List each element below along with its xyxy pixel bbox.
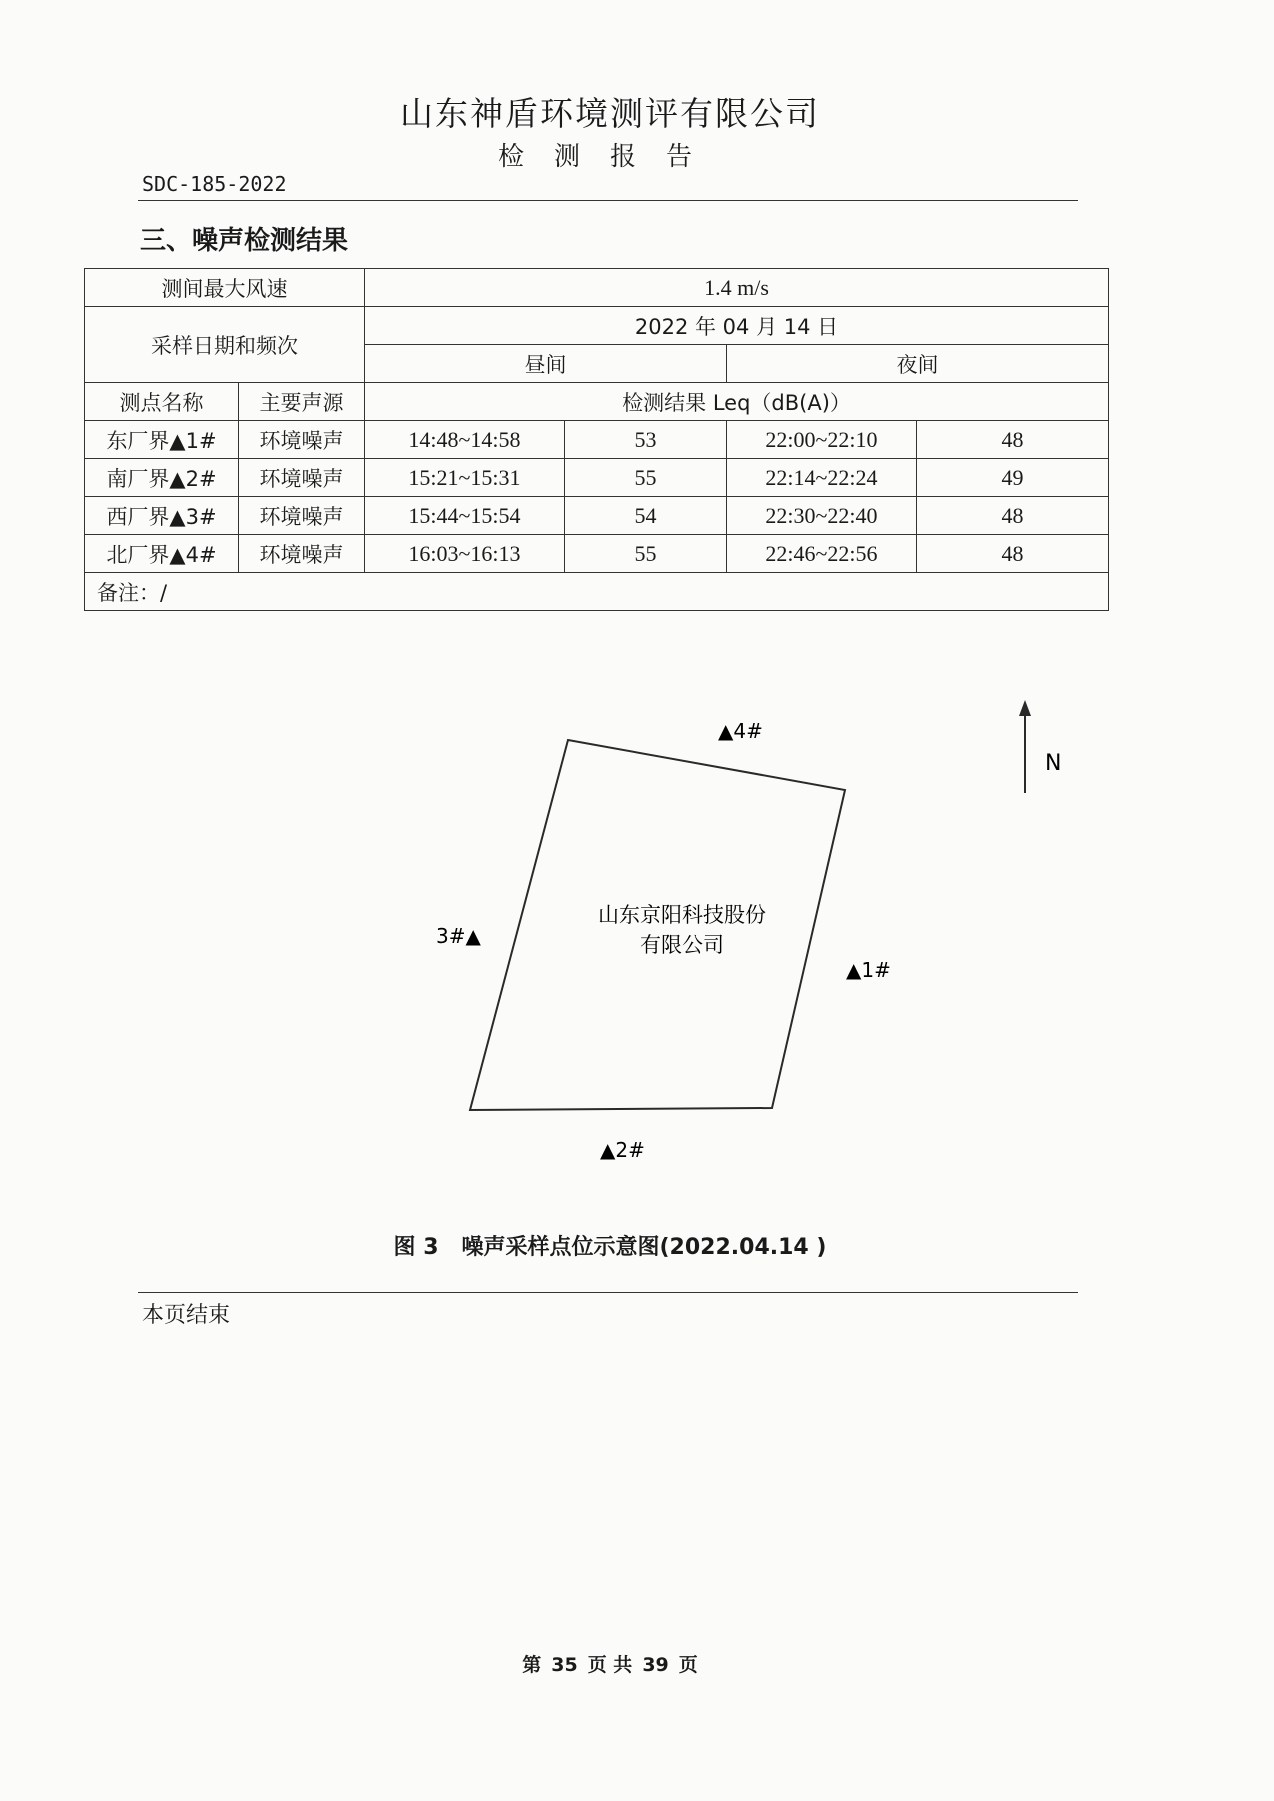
document-number: SDC-185-2022 (142, 172, 287, 196)
wind-label: 测间最大风速 (85, 269, 365, 307)
point-2-marker: ▲2# (600, 1138, 645, 1162)
wind-value: 1.4 m/s (365, 269, 1109, 307)
figure-number: 图 3 (393, 1235, 439, 1260)
night-value: 48 (917, 421, 1109, 459)
point-1-marker: ▲1# (846, 958, 891, 982)
company-name: 山东神盾环境测评有限公司 (400, 94, 820, 133)
col-point-header: 测点名称 (85, 383, 239, 421)
north-label: N (1045, 751, 1062, 776)
col-result-header: 检测结果 Leq（dB(A)） (365, 383, 1109, 421)
page-prefix: 第 (522, 1654, 542, 1676)
footer-rule (138, 1292, 1078, 1293)
day-value: 53 (565, 421, 727, 459)
night-time: 22:46~22:56 (727, 535, 917, 573)
day-time: 14:48~14:58 (365, 421, 565, 459)
page-total: 39 (642, 1654, 669, 1676)
night-value: 49 (917, 459, 1109, 497)
day-value: 54 (565, 497, 727, 535)
day-label: 昼间 (365, 345, 727, 383)
night-time: 22:14~22:24 (727, 459, 917, 497)
point-name: 南厂界▲2# (85, 459, 239, 497)
day-value: 55 (565, 459, 727, 497)
section-title: 三、噪声检测结果 (140, 226, 349, 256)
night-value: 48 (917, 497, 1109, 535)
col-source-header: 主要声源 (239, 383, 365, 421)
noise-source: 环境噪声 (239, 497, 365, 535)
point-name: 北厂界▲4# (85, 535, 239, 573)
page-suffix: 页 (678, 1654, 698, 1676)
figure-caption (0, 1230, 1220, 1261)
date-value: 2022 年 04 月 14 日 (365, 307, 1109, 345)
figure-title: 噪声采样点位示意图(2022.04.14 ) (461, 1235, 827, 1260)
page-end-note: 本页结束 (142, 1303, 231, 1328)
night-time: 22:00~22:10 (727, 421, 917, 459)
point-3-marker: 3#▲ (436, 924, 481, 948)
report-subtitle: 检测报告 (497, 142, 722, 172)
night-time: 22:30~22:40 (727, 497, 917, 535)
noise-source: 环境噪声 (239, 421, 365, 459)
night-label: 夜间 (727, 345, 1109, 383)
point-4-marker: ▲4# (718, 719, 763, 743)
north-arrow-icon (1019, 700, 1031, 716)
page-number (0, 1650, 1220, 1677)
day-time: 15:21~15:31 (365, 459, 565, 497)
noise-source: 环境噪声 (239, 535, 365, 573)
point-name: 西厂界▲3# (85, 497, 239, 535)
remark: 备注：/ (85, 573, 1109, 611)
page-current: 35 (551, 1654, 578, 1676)
day-time: 15:44~15:54 (365, 497, 565, 535)
page-middle: 页 共 (587, 1654, 633, 1676)
site-name-line2: 有限公司 (640, 933, 724, 957)
point-name: 东厂界▲1# (85, 421, 239, 459)
noise-source: 环境噪声 (239, 459, 365, 497)
day-time: 16:03~16:13 (365, 535, 565, 573)
site-name-line1: 山东京阳科技股份 (598, 903, 766, 927)
day-value: 55 (565, 535, 727, 573)
night-value: 48 (917, 535, 1109, 573)
date-label: 采样日期和频次 (85, 307, 365, 383)
